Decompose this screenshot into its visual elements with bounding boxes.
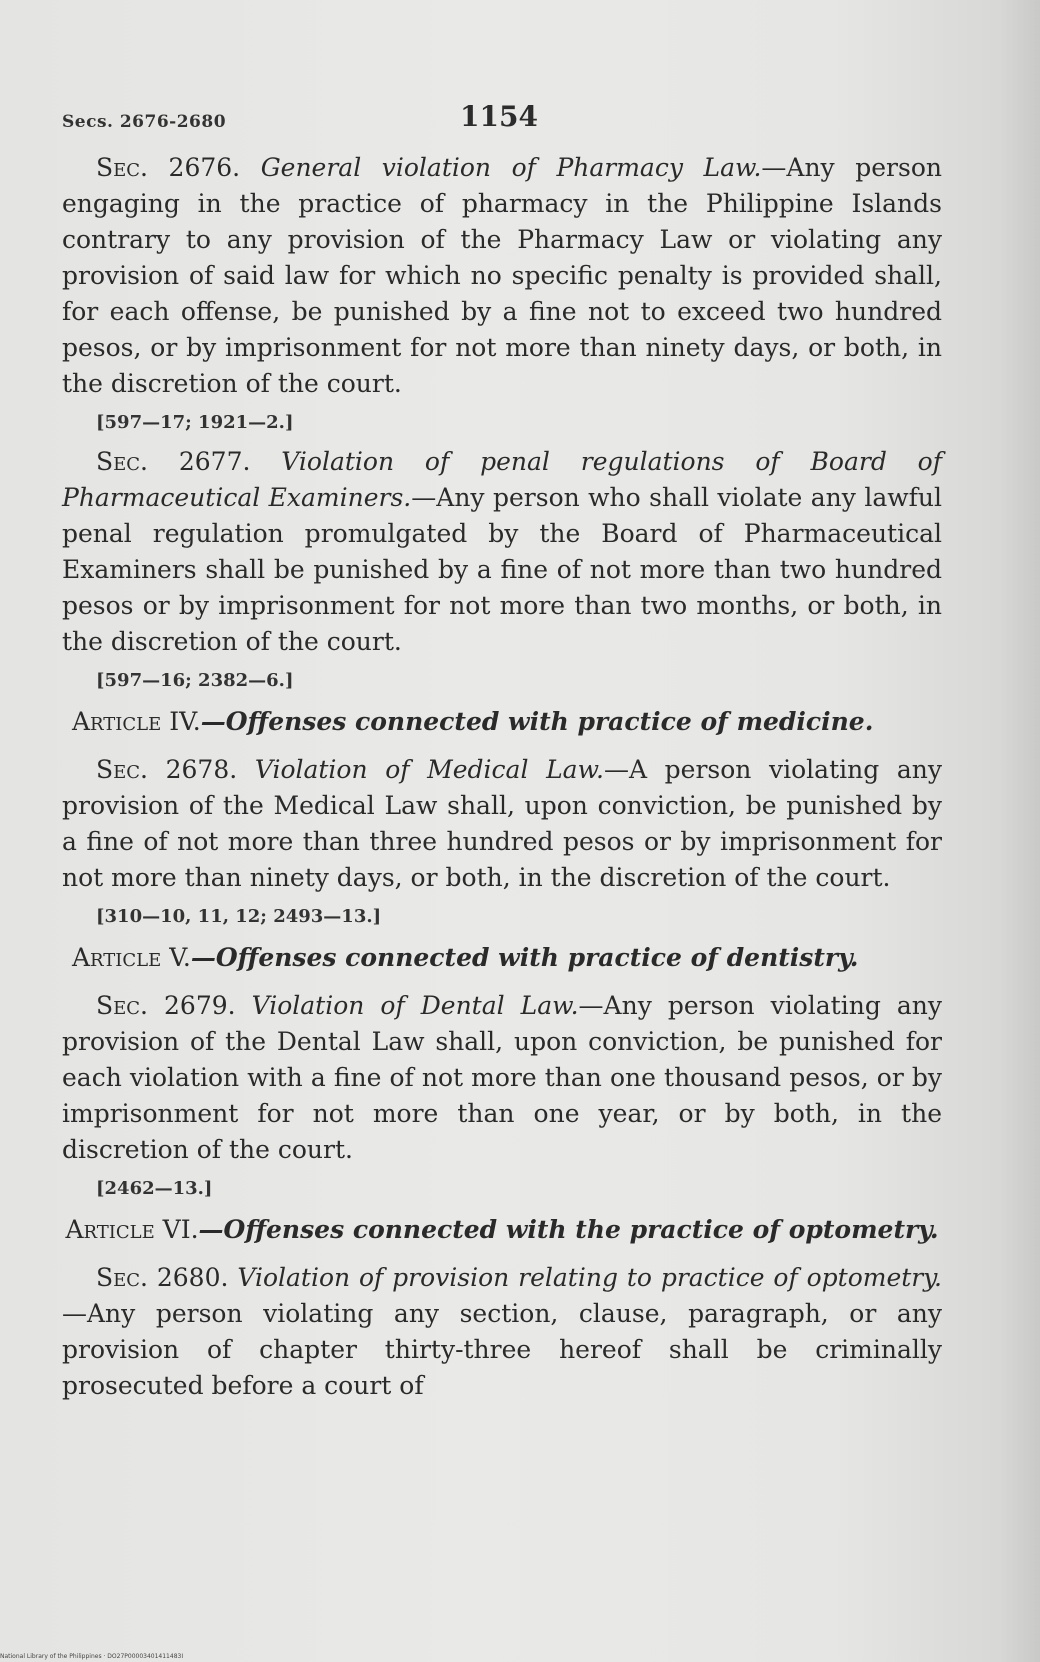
section-2678 [62,752,942,896]
section-body: —Any person who shall violate any lawful penal regulation promulgated by the Board of Pharmaceutical Examiners shall be punished by a fine of not more than two hundred pesos or by imprisonment for not more than two months, or both, in the discretion of the court. [62,483,942,656]
scan-footer: National Library of the Philippines · DO27P00003401411483I [0,1653,184,1660]
citation: [597—16; 2382—6.] [96,670,294,691]
section-body: —Any person violating any provision of the Dental Law shall, upon conviction, be punished for each violation with a fine of not more than one thousand pesos, or by imprisonment for not more than one year, or by both, in the discretion of the court. [62,991,942,1164]
section-label: Sec. 2678. [96,755,238,784]
section-title: Violation of provision relating to practice of optometry. [237,1263,942,1292]
article-label: Article V. [72,943,191,972]
article-heading-vi [62,1212,942,1248]
section-body: —Any person engaging in the practice of pharmacy in the Philippine Islands contrary to any provision of the Pharmacy Law or violating any provision of said law for which no specific penalty is provided shall, for each offense, be punished by a fine not to exceed two hundred pesos, or by imprisonment for not more than ninety days, or both, in the discretion of the court. [62,153,942,398]
section-title: Violation of penal regulations of Board of Pharmaceutical Examiners. [62,447,942,512]
section-title: Violation of Dental Law. [251,991,579,1020]
article-title: —Offenses connected with practice of dentistry. [190,943,859,972]
citation: [310—10, 11, 12; 2493—13.] [96,906,382,927]
section-2679 [62,988,942,1168]
citation: [2462—13.] [96,1178,213,1199]
header-sections: Secs. 2676-2680 [62,112,227,132]
section-body: —Any person violating any section, clause, paragraph, or any provision of chapter thirty-three hereof shall be criminally prosecuted before a court of [62,1299,942,1400]
section-title: Violation of Medical Law. [254,755,604,784]
section-label: Sec. 2677. [96,447,251,476]
page-header [62,100,942,140]
section-2677 [62,444,942,660]
article-heading-v [72,940,942,976]
page-number: 1154 [460,100,538,133]
section-title: General violation of Pharmacy Law. [260,153,762,182]
article-label: Article IV. [72,707,201,736]
citation: [597—17; 1921—2.] [96,412,294,433]
section-label: Sec. 2679. [96,991,236,1020]
section-label: Sec. 2680. [96,1263,229,1292]
article-heading-iv [72,704,942,740]
article-label: Article VI. [65,1215,199,1244]
article-title: —Offenses connected with practice of medicine. [200,707,874,736]
section-body: —A person violating any provision of the Medical Law shall, upon conviction, be punished by a fine of not more than three hundred pesos or by imprisonment for not more than ninety days, or both, in the discretion of the court. [62,755,942,892]
section-2680 [62,1260,942,1404]
article-title: —Offenses connected with the practice of optometry. [198,1215,939,1244]
section-label: Sec. 2676. [96,153,241,182]
page-content [62,150,942,1404]
section-2676 [62,150,942,402]
